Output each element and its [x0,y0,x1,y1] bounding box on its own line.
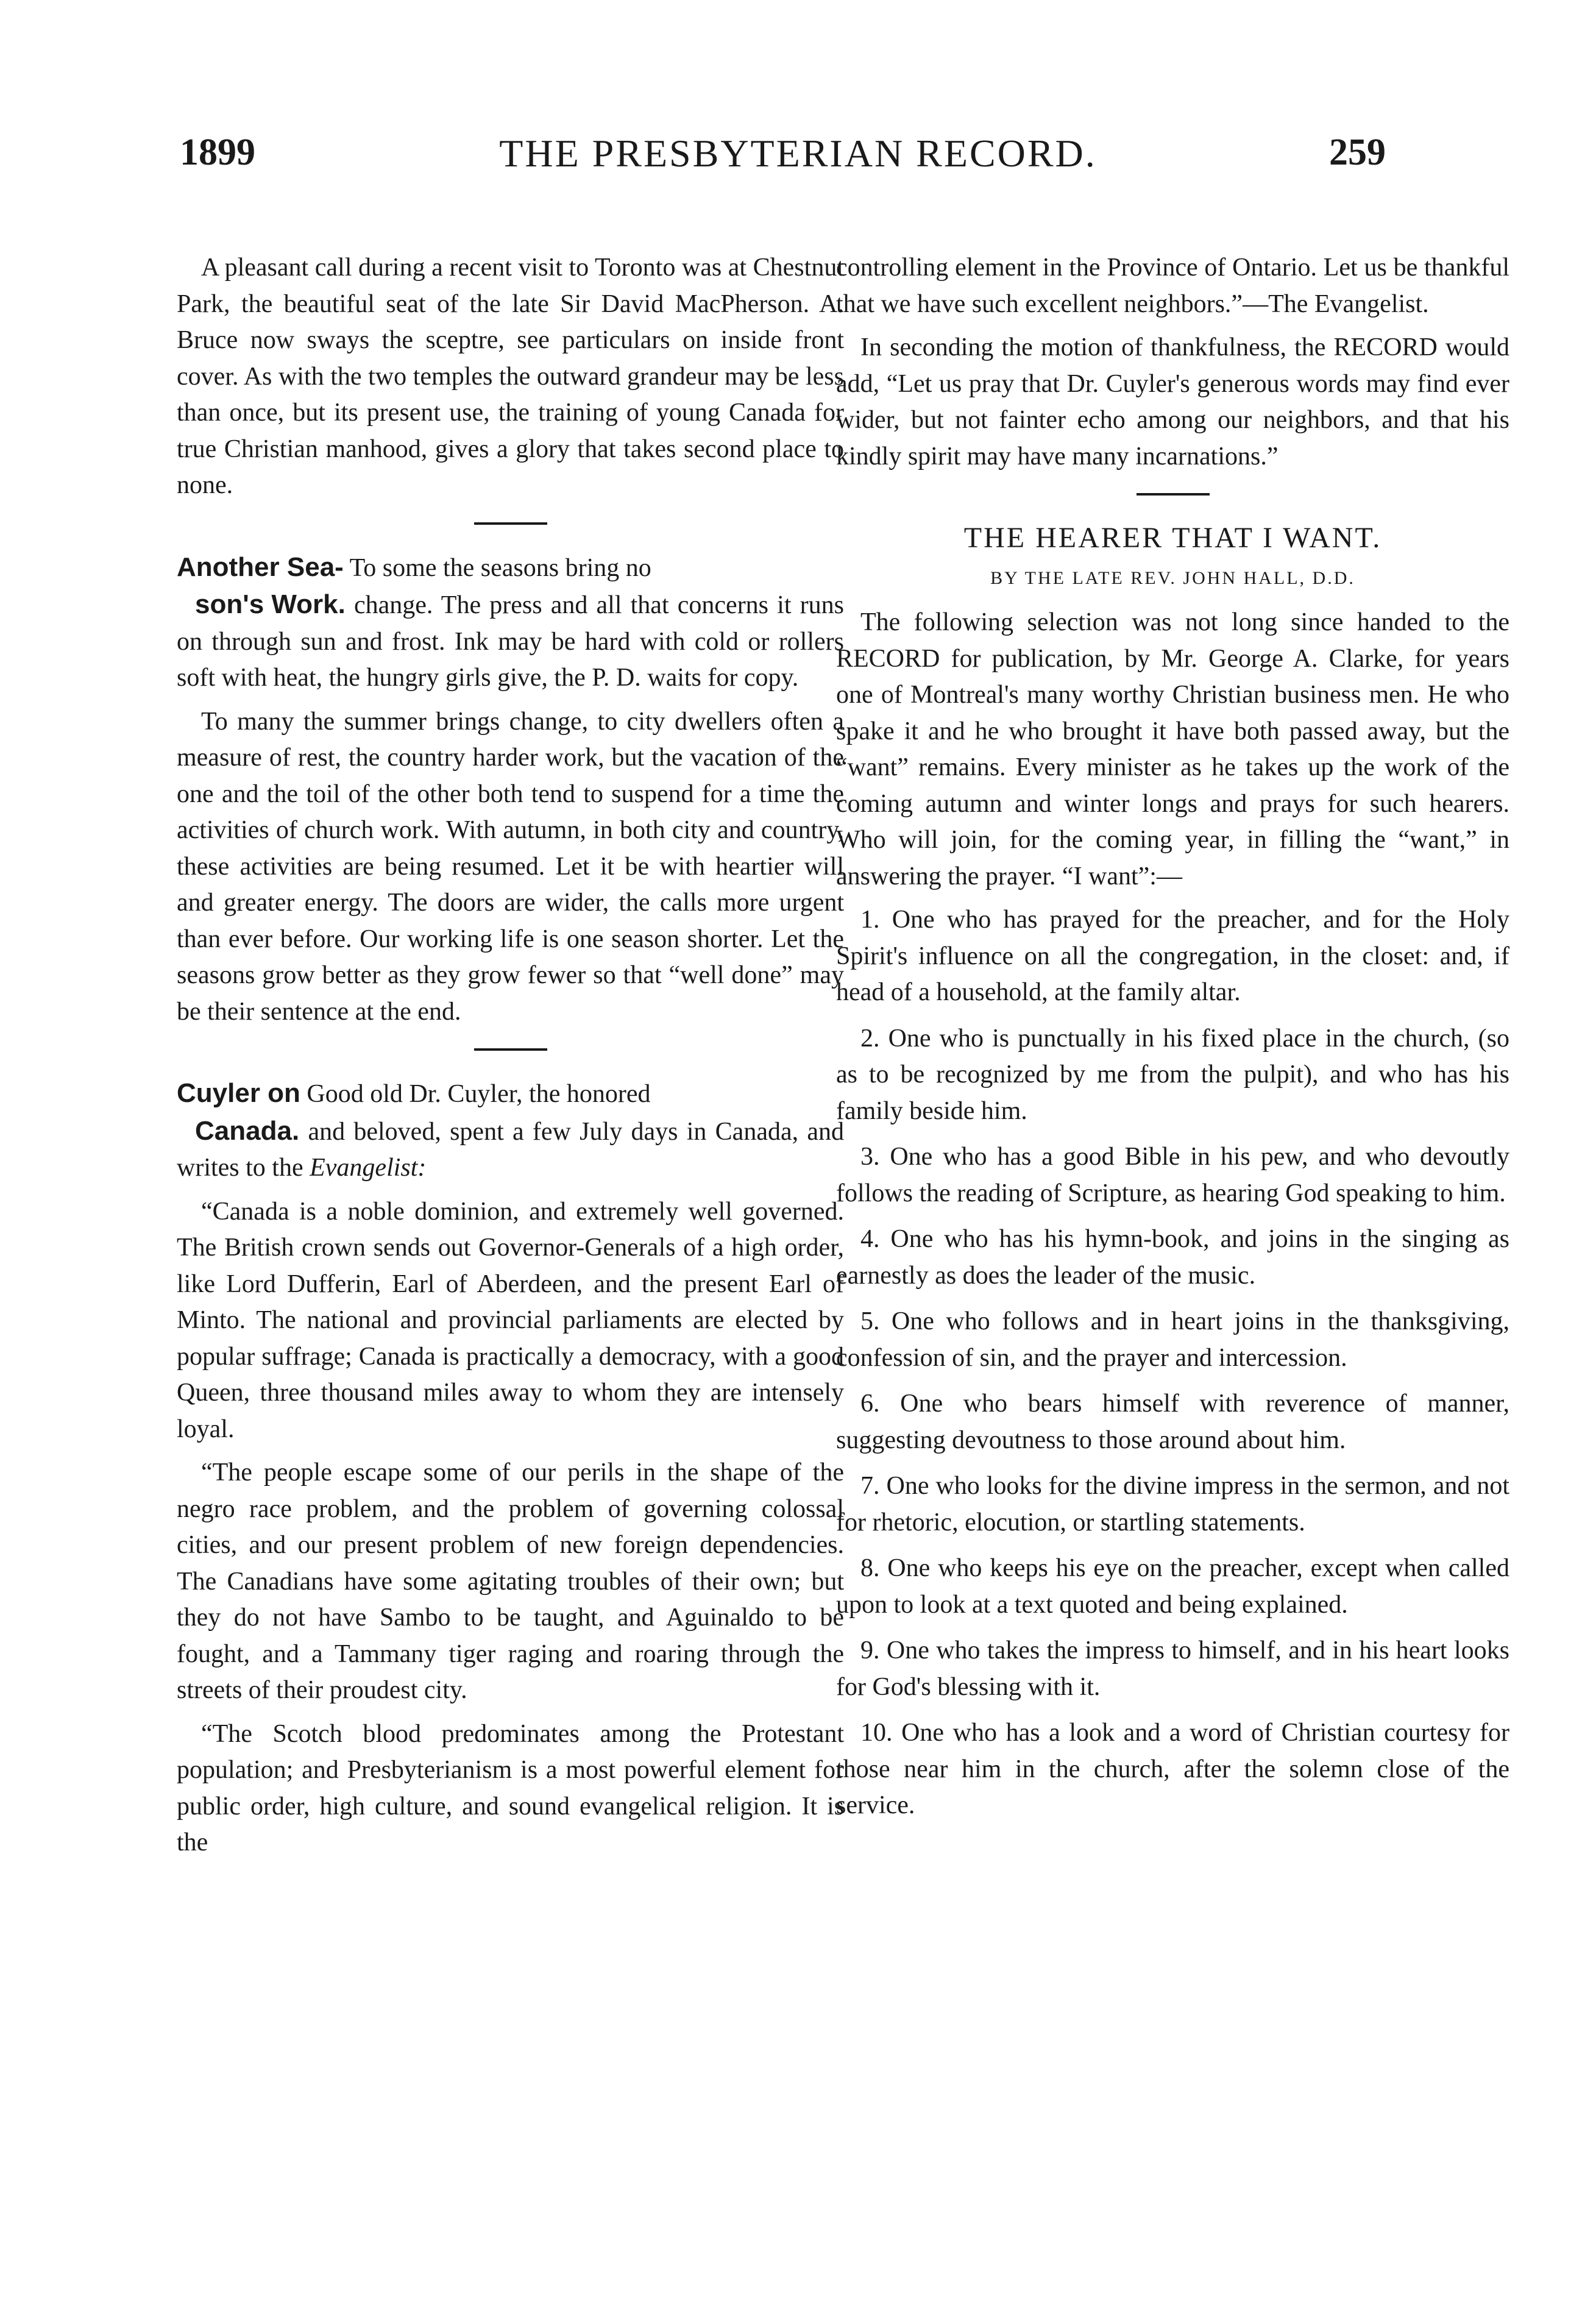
intro-paragraph: A pleasant call during a recent visit to Toronto was at Chestnut Park, the beautiful seat of the late Sir David MacPherson. A. Bruce now sways the sceptre, see particulars on inside front cover. As with the two temples the outward grandeur may be less than once, but its present use, the training of young Canada for true Christian manhood, gives a glory that takes second place to none. [177,254,844,499]
evangelist-title: Evangelist: [310,1154,427,1182]
seconding-paragraph: In seconding the motion of thankfulness, the RECORD would add, “Let us pray that Dr. Cuyler's generous words may find ever wider, but not fainter echo among our neighbors, and that his kindly spirit may have many incarnations.” [836,333,1509,471]
want-list [836,902,1509,1824]
left-column [177,250,844,2217]
quote-paragraph: “The people escape some of our perils in the shape of the negro race problem, and the problem of governing colossal cities, and our present problem of new foreign dependencies. The Canadians have some agitating troubles of their own; but they do not have Sambo to be taught, and Aguinaldo to be fought, and a Tammany tiger raging and roaring through the streets of their proudest city. [177,1458,844,1704]
right-column [836,250,1509,2217]
article-byline: BY THE LATE REV. JOHN HALL, D.D. [990,567,1355,588]
section-heading-line1: Another Sea- [177,552,344,582]
article-intro: The following selection was not long since handed to the RECORD for publication, by Mr. George A. Clarke, for years one of Montreal's many worthy Christian business men. He who spake it and he who brought it have both passed away, but the “want” remains. Every minister as he takes up the work of the coming autumn and winter longs and prays for such hearers. Who will join, for the coming year, in filling the “want,” in answering the prayer. “I want”:— [836,608,1509,890]
section-paragraph: in Canada, and writes to the [177,1117,845,1182]
list-item: 8. One who keeps his eye on the preacher, except when called upon to look at a text quoted and being explained. [836,1554,1509,1619]
section-paragraph: To many the summer brings change, to city dwellers often a measure of rest, the country harder work, but the vacation of the one and the toil of the other both tend to suspend for a time the activities of church work. With autumn, in both city and country, these activities are being resumed. Let it be with heartier will and greater energy. The doors are wider, the calls more urgent than ever before. Our working life is one season shorter. Let the seasons grow better as they grow fewer so that “well done” may be their sentence at the end. [177,707,844,1026]
list-item: 2. One who is punctually in his fixed place in the church, (so as to be recognized by me from the pulpit), and who has his family beside him. [836,1024,1509,1125]
section-first-line: To some the seasons bring no [349,553,651,582]
list-item: 10. One who has a look and a word of Christian courtesy for those near him in the church, after the solemn close of the service. [836,1719,1509,1819]
list-item: 4. One who has his hymn-book, and joins in the singing as earnestly as does the leader of the music. [836,1225,1509,1290]
section-first-line: Good old Dr. Cuyler, the honored [307,1080,651,1108]
header-year: 1899 [180,132,255,173]
article-title: THE HEARER THAT I WANT. [963,522,1382,554]
section-heading-line2: son's Work. [195,589,346,619]
continuation-paragraph: controlling element in the Province of Ontario. Let us be thankful that we have such excellent neighbors.”—The Evangelist. [836,254,1509,318]
article-hearer-that-i-want [836,520,1509,1824]
quote-paragraph: “The Scotch blood predominates among the Protestant population; and Presbyterianism is a most powerful element for public order, high culture, and sound evangelical religion. It is the [177,1719,844,1856]
list-item: 5. One who follows and in heart joins in the thanksgiving, confession of sin, and the prayer and intercession. [836,1307,1509,1372]
section-divider [1137,493,1210,496]
section-divider [474,522,547,525]
section-second-line: and beloved, spent a few July days [308,1117,678,1146]
page-header [0,131,1596,180]
list-item: 6. One who bears himself with reverence of manner, suggesting devoutness to those around about him. [836,1390,1509,1454]
list-item: 7. One who looks for the divine impress in the sermon, and not for rhetoric, elocution, or startling statements. [836,1472,1509,1536]
section-paragraph: that concerns it runs on through sun and frost. Ink may be hard with cold or rollers soft with heat, the hungry girls give, the P. D. waits for copy. [177,591,845,692]
section-cuyler-on-canada [177,1075,844,1861]
section-heading-line2: Canada. [195,1115,300,1146]
section-second-line: change. The press and all [353,591,622,619]
list-item: 9. One who takes the impress to himself, and in his heart looks for God's blessing with it. [836,1636,1509,1701]
section-heading-line1: Cuyler on [177,1078,300,1108]
header-page-number: 259 [1329,132,1386,173]
quote-paragraph: “Canada is a noble dominion, and extremely well governed. The British crown sends out Governor-Generals of a high order, like Lord Dufferin, Earl of Aberdeen, and the present Earl of Minto. The national and provincial parliaments are elected by popular suffrage; Canada is practically a democracy, with a good Queen, three thousand miles away to whom they are intensely loyal. [177,1197,844,1443]
section-another-seasons-work [177,549,844,1031]
section-divider [474,1048,547,1051]
list-item: 3. One who has a good Bible in his pew, and who devoutly follows the reading of Scripture, as hearing God speaking to him. [836,1143,1509,1207]
list-item: 1. One who has prayed for the preacher, and for the Holy Spirit's influence on all the congregation, in the closet: and, if head of a household, at the family altar. [836,906,1509,1006]
header-title: THE PRESBYTERIAN RECORD. [499,132,1097,175]
